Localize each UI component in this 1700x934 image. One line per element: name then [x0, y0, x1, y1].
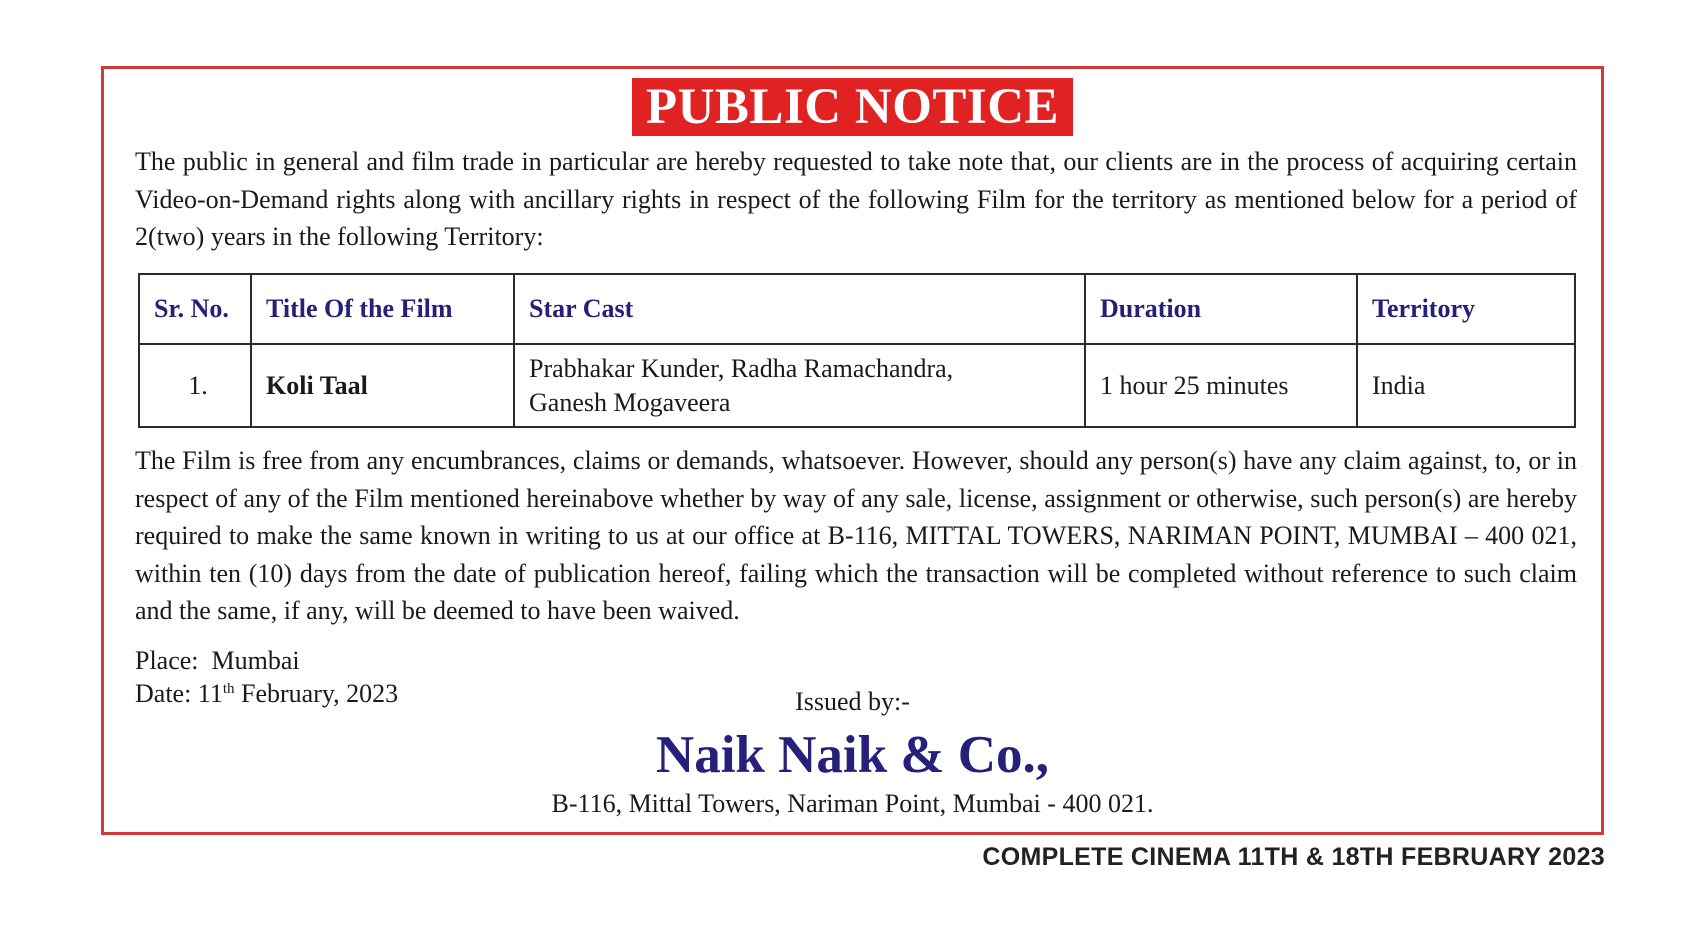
intro-paragraph: The public in general and film trade in particular are hereby requested to take note that, our clients are in the process of acquiring certain Video-on-Demand rights along with ancillary rights in respect of the following Film for the territory as mentioned below for a period of 2(two) years in the following Territory:	[135, 147, 1577, 251]
date-sup: th	[222, 681, 235, 697]
place-line: Place: Mumbai	[135, 646, 300, 675]
cast-line-1: Prabhakar Kunder, Radha Ramachandra,	[529, 353, 954, 383]
header-sr-no: Sr. No.	[139, 274, 251, 344]
header-territory: Territory	[1357, 274, 1575, 344]
date-prefix: Date: 11	[135, 679, 223, 708]
table-header-row	[139, 274, 1575, 344]
firm-address: B-116, Mittal Towers, Nariman Point, Mumbai - 400 021.	[551, 789, 1154, 818]
cell-territory: India	[1357, 344, 1575, 427]
date-suffix: February, 2023	[234, 679, 399, 708]
cell-duration: 1 hour 25 minutes	[1085, 344, 1357, 427]
cast-line-2: Ganesh Mogaveera	[529, 387, 731, 417]
cell-star-cast	[514, 344, 1085, 427]
header-title: Title Of the Film	[251, 274, 514, 344]
publication-footer: COMPLETE CINEMA 11TH & 18TH FEBRUARY 2023	[982, 843, 1605, 871]
header-duration: Duration	[1085, 274, 1357, 344]
notice-title: PUBLIC NOTICE	[632, 78, 1073, 136]
cell-sr-no: 1.	[139, 344, 251, 427]
cell-film-title: Koli Taal	[251, 344, 514, 427]
film-table	[138, 273, 1576, 428]
body-paragraph: The Film is free from any encumbrances, claims or demands, whatsoever. However, should any person(s) have any claim against, to, or in respect of any of the Film mentioned hereinabove whether by way of any sale, license, assignment or otherwise, such person(s) are hereby required to make the same known in writing to us at our office at B-116, MITTAL TOWERS, NARIMAN POINT, MUMBAI – 400 021, within ten (10) days from the date of publication hereof, failing which the transaction will be completed without reference to such claim and the same, if any, will be deemed to have been waived.	[135, 446, 1577, 625]
public-notice	[101, 66, 1604, 835]
title-wrap	[104, 78, 1601, 136]
firm-name: Naik Naik & Co.,	[655, 726, 1050, 784]
header-star-cast: Star Cast	[514, 274, 1085, 344]
issued-by: Issued by:-	[795, 687, 910, 716]
table-row	[139, 344, 1575, 427]
